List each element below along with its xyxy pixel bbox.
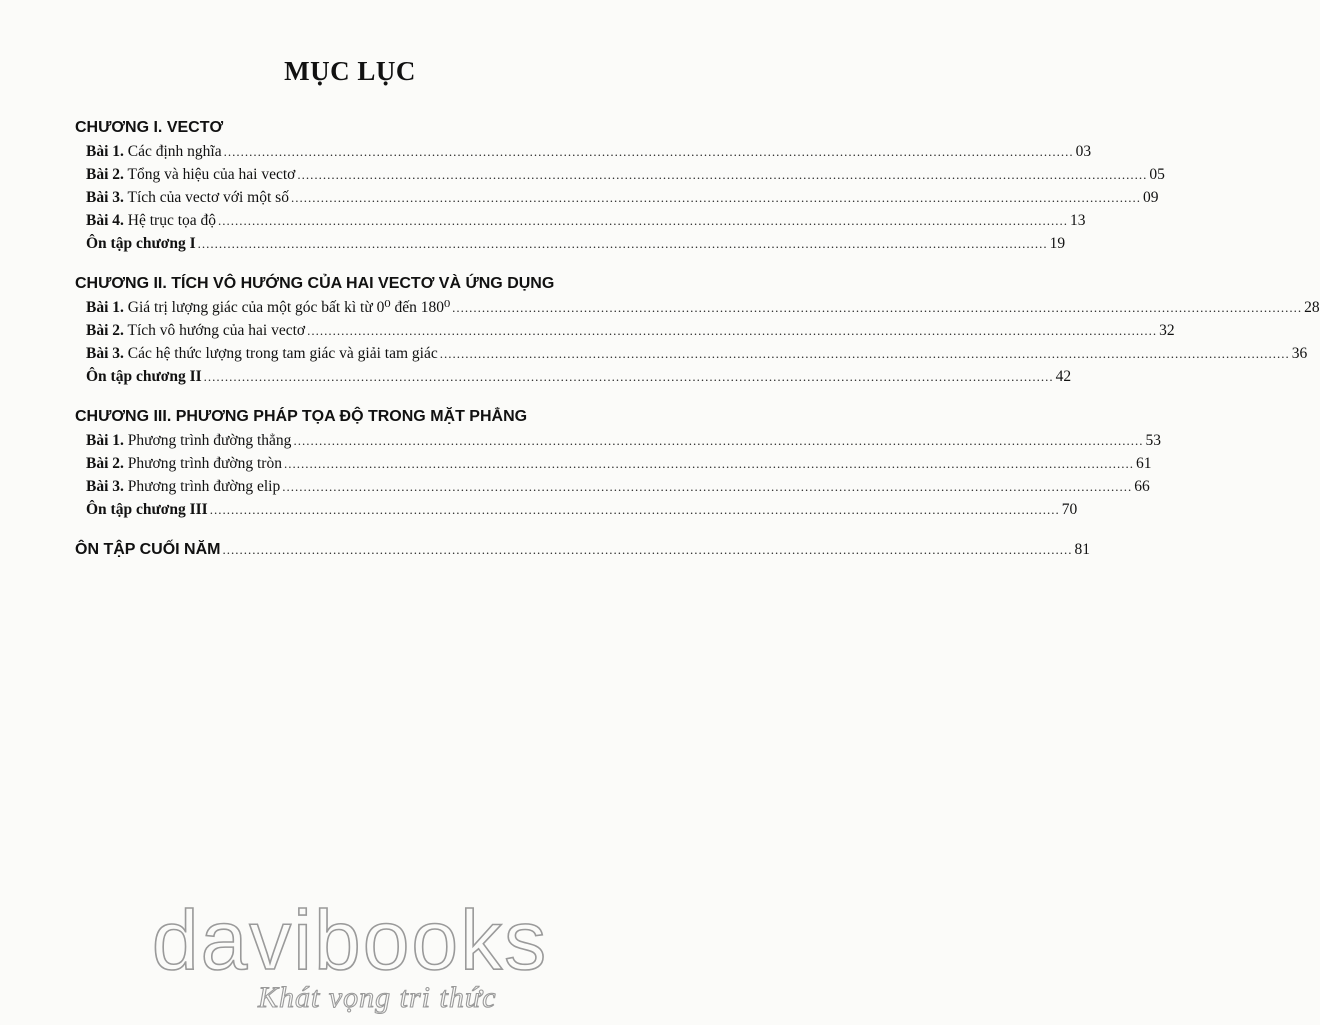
page-number: 81 (1074, 541, 1090, 558)
entry-label (86, 296, 450, 319)
entry-prefix: Ôn tập chương III (86, 501, 208, 518)
entry-text: Phương trình đường tròn (123, 455, 282, 472)
leader-dots: ........................................................................................................................................................................................................ (218, 213, 1069, 228)
toc-entry[interactable] (75, 140, 1092, 163)
chapter-1 (75, 116, 1165, 255)
toc-entry[interactable] (75, 186, 1159, 209)
entry-prefix: Bài 1. (86, 299, 124, 316)
page-number: 09 (1142, 189, 1159, 206)
chapter-title[interactable]: CHƯƠNG III. PHƯƠNG PHÁP TỌA ĐỘ TRONG MẶT PHẲNG (75, 408, 528, 425)
page-number: 03 (1075, 143, 1092, 160)
page-number: 05 (1149, 166, 1165, 183)
leader-dots: ........................................................................................................................................................................................................ (452, 300, 1303, 315)
entry-label (86, 209, 216, 232)
leader-dots: ........................................................................................................................................................................................................ (290, 190, 1141, 205)
chapter-3 (75, 405, 1161, 521)
entry-prefix: Bài 3. (86, 189, 124, 206)
toc-entry[interactable] (75, 342, 1308, 365)
entry-prefix: Ôn tập chương I (86, 235, 196, 252)
entry-label (86, 429, 291, 452)
page-number: 28 (1304, 299, 1320, 316)
entry-label (86, 365, 202, 388)
page-number: 70 (1061, 501, 1078, 518)
entry-label (86, 232, 196, 255)
page-number: 61 (1135, 455, 1152, 472)
toc-entry-review[interactable] (75, 232, 1066, 255)
entry-text: Tổng và hiệu của hai vectơ (123, 166, 296, 183)
leader-dots: ........................................................................................................................................................................................................ (282, 479, 1133, 494)
leader-dots: ........................................................................................................................................................................................................ (222, 542, 1073, 557)
leader-dots: ........................................................................................................................................................................................................ (297, 167, 1148, 182)
page-number: 53 (1145, 432, 1161, 449)
entry-label (86, 475, 280, 498)
entry-prefix: Bài 1. (86, 143, 124, 160)
leader-dots: ........................................................................................................................................................................................................ (223, 144, 1074, 159)
toc-entry[interactable] (75, 452, 1152, 475)
entry-prefix: Bài 2. (86, 166, 124, 183)
toc-entry[interactable] (75, 209, 1086, 232)
toc-entry[interactable] (75, 475, 1150, 498)
entry-prefix: Bài 3. (86, 478, 124, 495)
entry-text: Phương trình đường thẳng (123, 432, 292, 449)
entry-prefix: Bài 2. (86, 455, 124, 472)
page-title: MỤC LỤC (284, 56, 416, 86)
page-number: 66 (1134, 478, 1150, 495)
entry-label (86, 163, 295, 186)
leader-dots: ........................................................................................................................................................................................................ (307, 323, 1158, 338)
entry-text: Các định nghĩa (123, 143, 222, 160)
chapter-2 (75, 272, 1320, 388)
page-number: 42 (1055, 368, 1072, 385)
chapter-title[interactable]: CHƯƠNG I. VECTƠ (75, 119, 224, 136)
page-number: 36 (1291, 345, 1308, 362)
toc-entry[interactable] (75, 163, 1165, 186)
chapter-title[interactable]: CHƯƠNG II. TÍCH VÔ HƯỚNG CỦA HAI VECTƠ VÀ ỨNG DỤNG (75, 275, 555, 292)
toc-entry[interactable] (75, 296, 1320, 319)
page-number: 13 (1070, 212, 1086, 229)
toc-entry[interactable] (75, 319, 1175, 342)
entry-text: Phương trình đường elip (123, 478, 281, 495)
leader-dots: ........................................................................................................................................................................................................ (283, 456, 1134, 471)
entry-label (86, 319, 305, 342)
entry-label (86, 452, 282, 475)
entry-text: Tích của vectơ với một số (123, 189, 289, 206)
leader-dots: ........................................................................................................................................................................................................ (439, 346, 1290, 361)
leader-dots: ........................................................................................................................................................................................................ (293, 433, 1144, 448)
entry-prefix: Bài 2. (86, 322, 124, 339)
entry-label (86, 498, 208, 521)
entry-text: Tích vô hướng của hai vectơ (123, 322, 306, 339)
watermark-tagline: Khát vọng tri thức (258, 981, 497, 1014)
leader-dots: ........................................................................................................................................................................................................ (209, 502, 1060, 517)
entry-text: Hệ trục tọa độ (123, 212, 217, 229)
entry-prefix: Bài 3. (86, 345, 124, 362)
entry-prefix: Bài 1. (86, 432, 124, 449)
toc-entry[interactable] (75, 429, 1161, 452)
entry-label (86, 342, 438, 365)
toc-entry-review[interactable] (75, 498, 1078, 521)
watermark-logo: davibooks (151, 893, 549, 987)
toc-entry-review[interactable] (75, 365, 1072, 388)
leader-dots: ........................................................................................................................................................................................................ (197, 236, 1048, 251)
entry-prefix: Ôn tập chương II (86, 368, 202, 385)
entry-label (86, 186, 289, 209)
final-review-label: ÔN TẬP CUỐI NĂM (75, 541, 221, 558)
entry-text: Giá trị lượng giác của một góc bất kì từ 0⁰ đến 180⁰ (123, 299, 451, 316)
page-number: 32 (1159, 322, 1175, 339)
entry-prefix: Bài 4. (86, 212, 124, 229)
leader-dots: ........................................................................................................................................................................................................ (203, 369, 1054, 384)
page-number: 19 (1049, 235, 1066, 252)
entry-label (86, 140, 222, 163)
table-of-contents (75, 116, 1320, 562)
entry-text: Các hệ thức lượng trong tam giác và giải tam giác (123, 345, 438, 362)
final-review-entry[interactable] (75, 538, 1090, 562)
